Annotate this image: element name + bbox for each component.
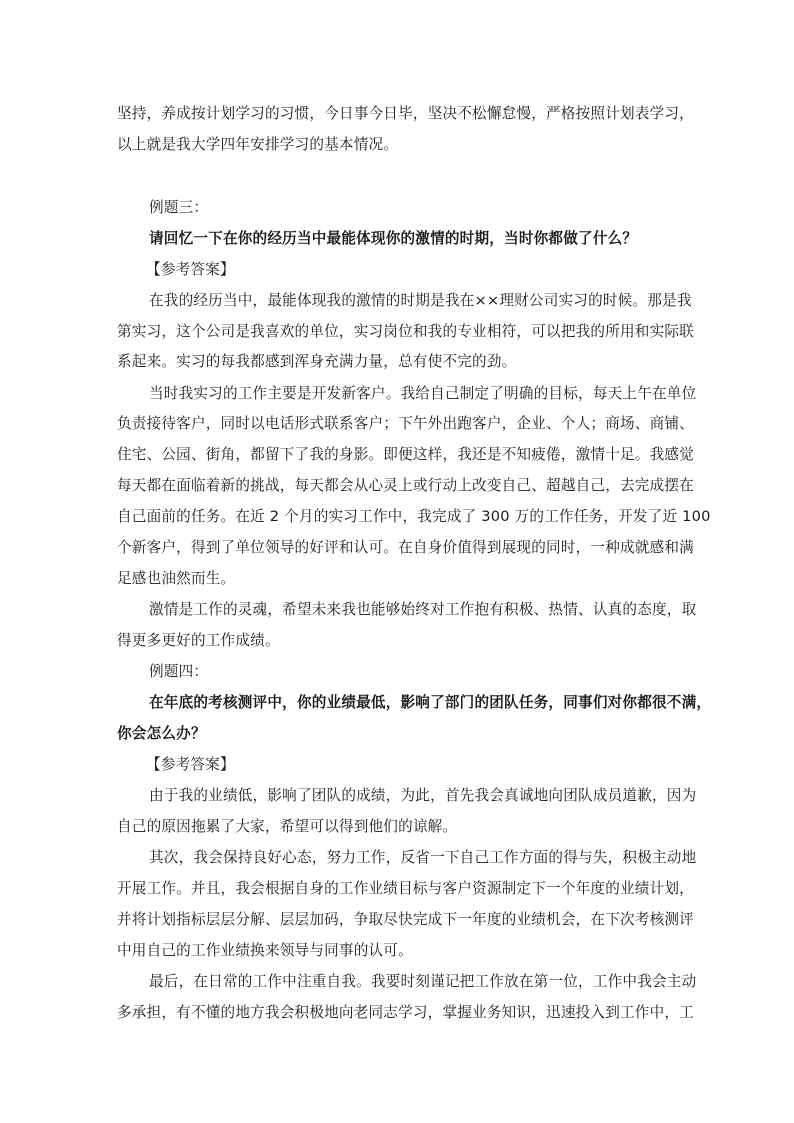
paragraph-line: 开展工作。并且，我会根据自身的工作业绩目标与客户资源制定下一个年度的业绩计划，	[117, 880, 694, 897]
paragraph-line: 负责接待客户，同时以电话形式联系客户；下午外出跑客户，企业、个人；商场、商铺、	[117, 415, 694, 432]
paragraph-line: 当时我实习的工作主要是开发新客户。我给自己制定了明确的目标，每天上午在单位	[149, 385, 697, 402]
question-text: 请回忆一下在你的经历当中最能体现你的激情的时期，当时你都做了什么？	[149, 230, 638, 247]
paragraph-line: 中用自己的工作业绩换来领导与同事的认可。	[117, 942, 413, 959]
paragraph-line: 最后，在日常的工作中注重自我。我要时刻谨记把工作放在第一位，工作中我会主动	[149, 973, 697, 990]
paragraph-line: 并将计划指标层层分解、层层加码，争取尽快完成下一年度的业绩机会，在下次考核测评	[117, 911, 694, 928]
answer-label: 【参考答案】	[146, 756, 235, 773]
paragraph-line: 第实习，这个公司是我喜欢的单位，实习岗位和我的专业相符，可以把我的所用和实际联	[117, 323, 694, 340]
paragraph-line: 其次，我会保持良好心态，努力工作，反省一下自己工作方面的得与失，积极主动地	[149, 849, 697, 866]
paragraph-line: 在我的经历当中，最能体现我的激情的时期是我在××理财公司实习的时候。那是我	[149, 292, 692, 309]
paragraph-line: 自己面前的任务。在近 2 个月的实习工作中，我完成了 300 万的工作任务，开发了近 100	[117, 508, 711, 525]
paragraph-line: 自己的原因拖累了大家，希望可以得到他们的谅解。	[117, 818, 458, 835]
paragraph-line: 以上就是我大学四年安排学习的基本情况。	[117, 136, 399, 153]
question-text: 在年底的考核测评中，你的业绩最低，影响了部门的团队任务，同事们对你都很不满，	[149, 694, 712, 711]
paragraph-line: 系起来。实习的每我都感到浑身充满力量，总有使不完的劲。	[117, 353, 517, 370]
example-heading: 例题三：	[149, 199, 209, 216]
paragraph-line: 住宅、公园、街角，都留下了我的身影。即便这样，我还是不知疲倦，激情十足。我感觉	[117, 446, 694, 463]
paragraph-line: 激情是工作的灵魂，希望未来我也能够始终对工作抱有积极、热情、认真的态度，取	[149, 601, 697, 618]
paragraph-line: 每天都在面临着新的挑战，每天都会从心灵上或行动上改变自己、超越自己，去完成摆在	[117, 477, 694, 494]
paragraph-line: 由于我的业绩低，影响了团队的成绩，为此，首先我会真诚地向团队成员道歉，因为	[149, 787, 697, 804]
paragraph-line: 坚持，养成按计划学习的习惯，今日事今日毕，坚决不松懈怠慢，严格按照计划表学习，	[117, 105, 694, 122]
example-heading: 例题四：	[149, 663, 209, 680]
answer-label: 【参考答案】	[146, 261, 235, 278]
paragraph-line: 足感也油然而生。	[117, 570, 236, 587]
question-text: 你会怎么办？	[117, 725, 206, 742]
paragraph-line: 多承担，有不懂的地方我会积极地向老同志学习，掌握业务知识，迅速投入到工作中，工	[117, 1004, 694, 1021]
paragraph-line: 得更多更好的工作成绩。	[117, 632, 280, 649]
paragraph-line: 个新客户，得到了单位领导的好评和认可。在自身价值得到展现的同时，一种成就感和满	[117, 539, 694, 556]
